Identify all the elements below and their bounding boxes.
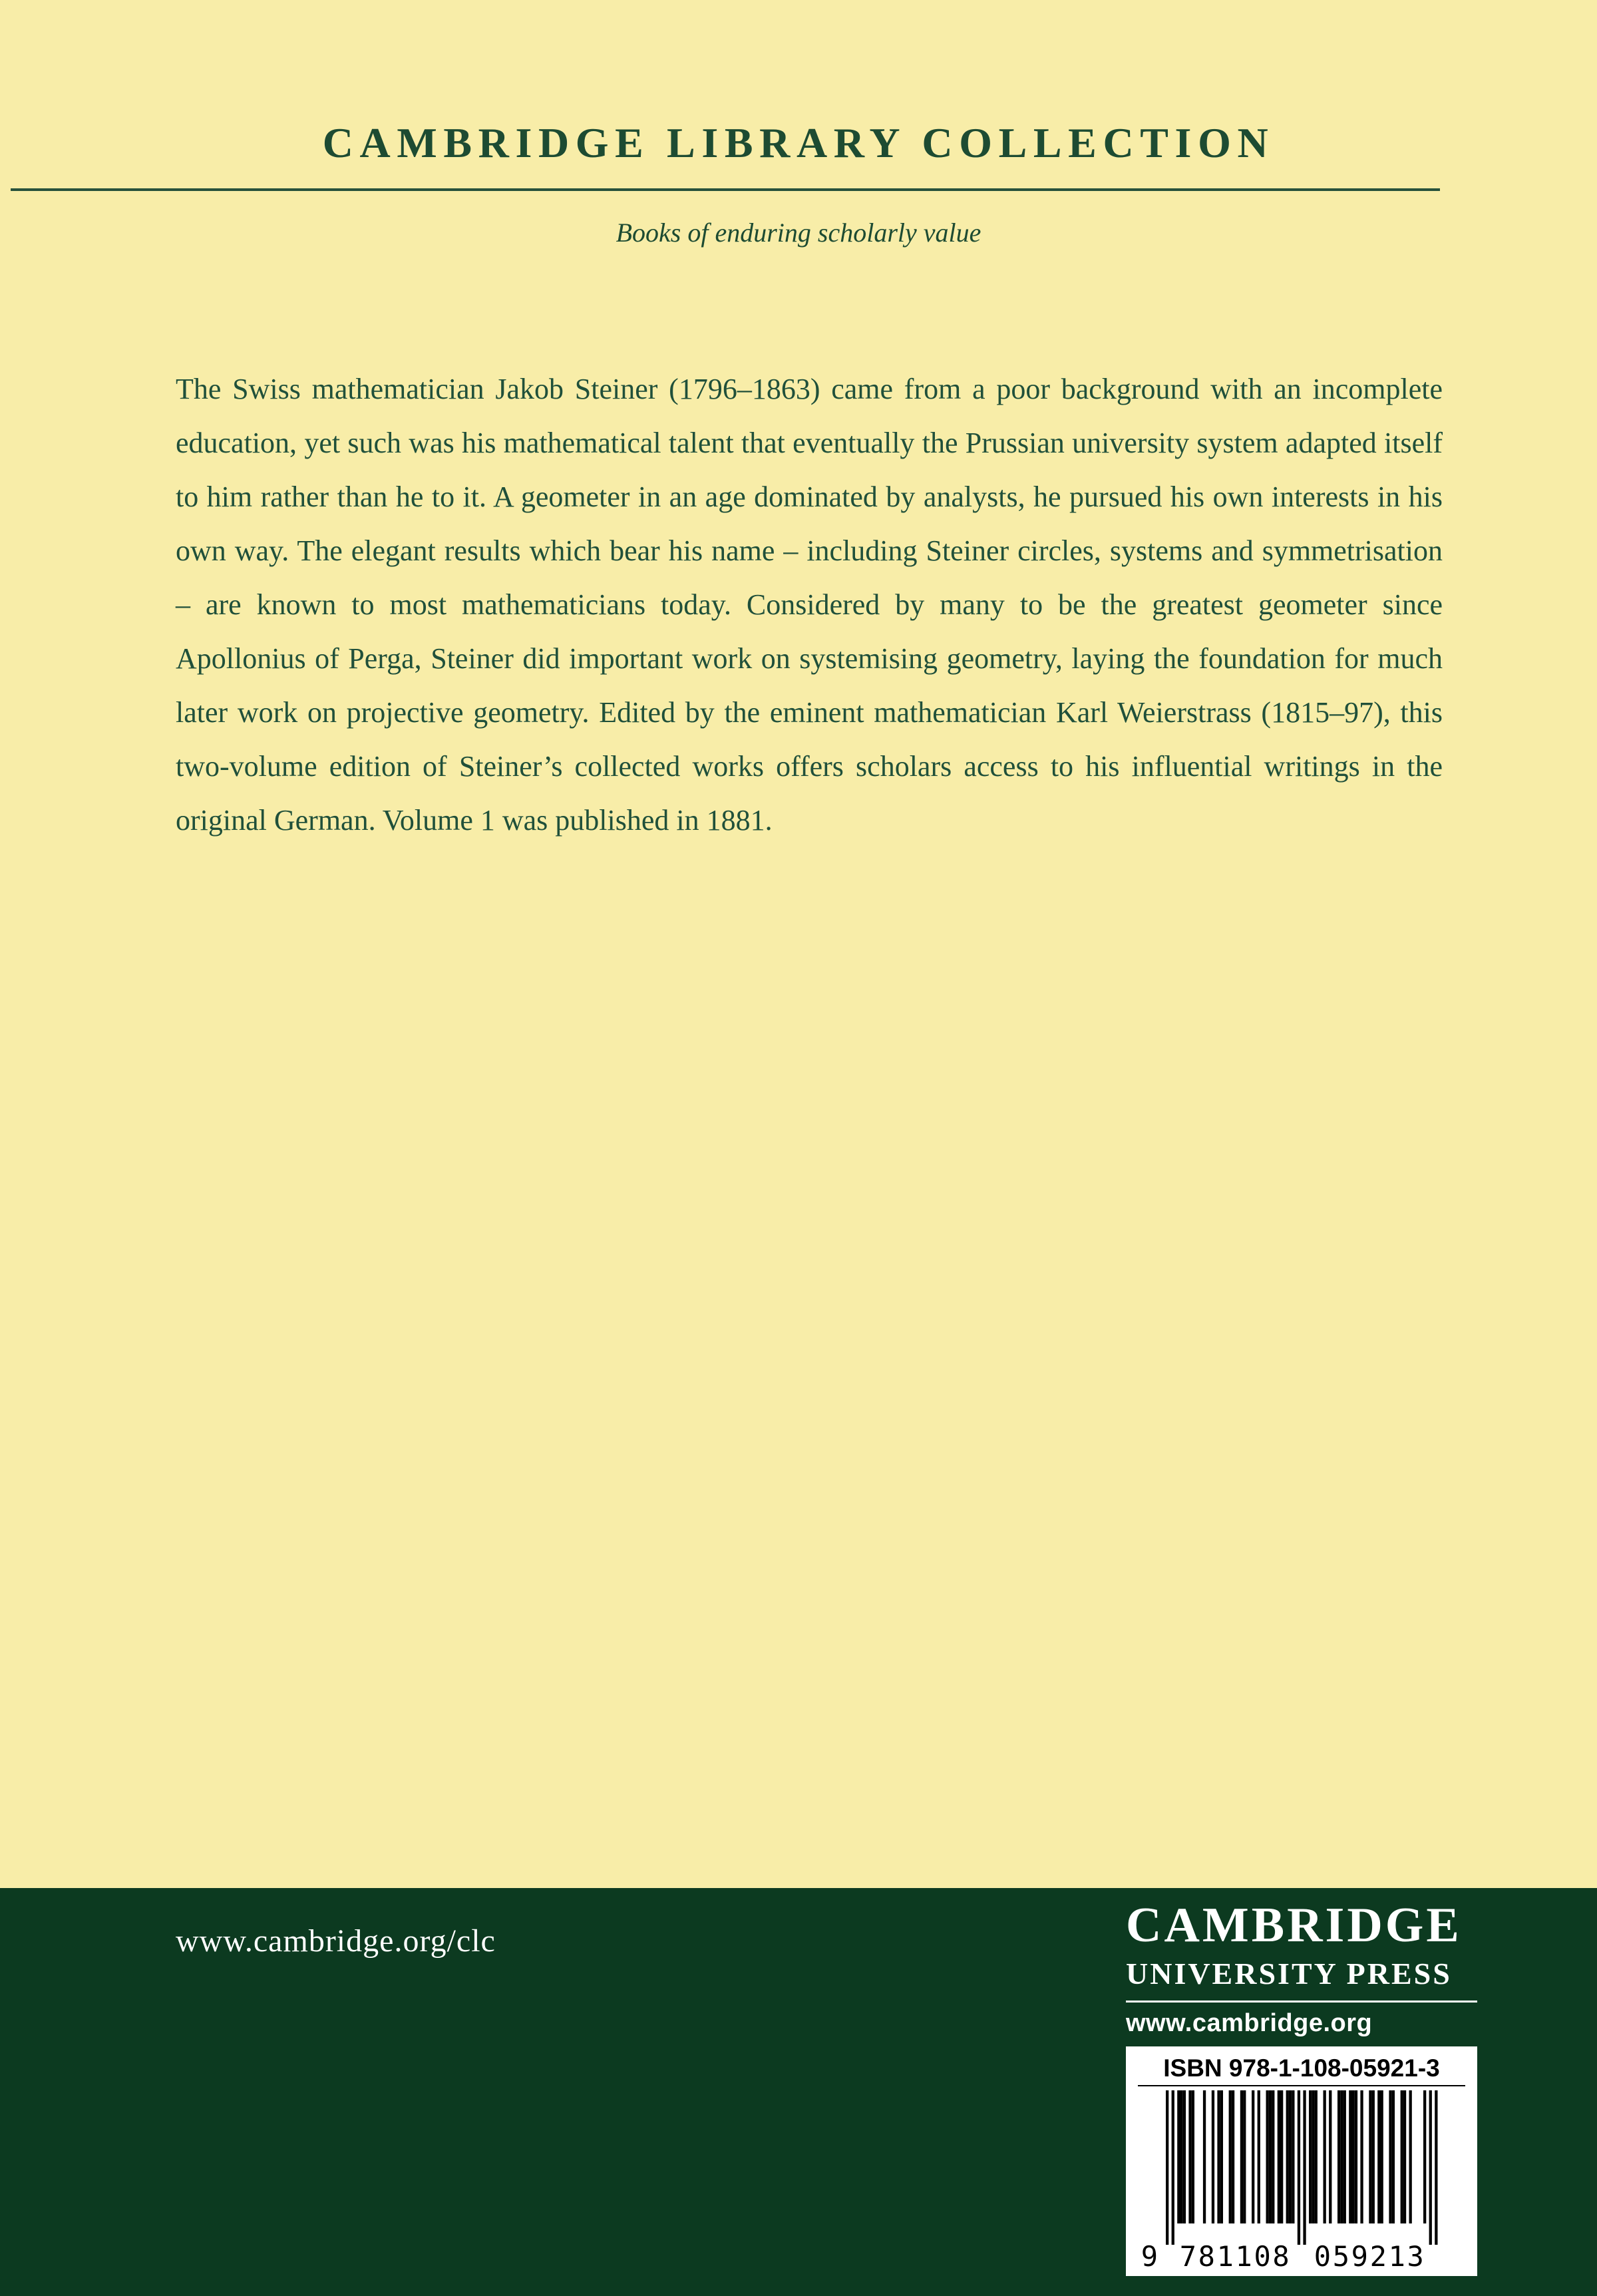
isbn-label: ISBN 978-1-108-05921-3 <box>1163 2054 1440 2082</box>
press-divider-rule <box>1126 2001 1477 2003</box>
barcode-box <box>1126 2046 1477 2276</box>
book-blurb: The Swiss mathematician Jakob Steiner (1796–1863) came from a poor background with an incomplete education, yet such was his mathematical talent that eventually the Prussian university system adapted itself to him rather than he to it. A geometer in an age dominated by analysts, he pursued his own interests in his own way. The elegant results which bear his name – including Steiner circles, systems and symmetrisation – are known to most mathematicians today. Considered by many to be the greatest geometer since Apollonius of Perga, Steiner did important work on systemising geometry, laying the foundation for much later work on projective geometry. Edited by the eminent mathematician Karl Weierstrass (1815–97), this two-volume edition of Steiner’s collected works offers scholars access to his influential writings in the original German. Volume 1 was published in 1881. <box>176 373 1443 837</box>
collection-tagline: Books of enduring scholarly value <box>616 218 981 248</box>
footer-band <box>0 1888 1597 2296</box>
press-url: www.cambridge.org <box>1126 2009 1373 2037</box>
collection-url: www.cambridge.org/clc <box>176 1923 496 1959</box>
svg-text:059213: 059213 <box>1314 2240 1424 2271</box>
svg-text:9: 9 <box>1141 2240 1158 2271</box>
press-name: CAMBRIDGE <box>1126 1898 1462 1953</box>
barcode <box>1138 2090 1465 2271</box>
isbn-divider-rule <box>1138 2085 1465 2086</box>
collection-title: CAMBRIDGE LIBRARY COLLECTION <box>322 119 1275 166</box>
svg-text:781108: 781108 <box>1179 2240 1290 2271</box>
press-logo-block <box>1126 1900 1477 2038</box>
title-divider-rule <box>11 188 1440 191</box>
ean13-barcode-icon <box>1139 2090 1465 2271</box>
press-subtitle: UNIVERSITY PRESS <box>1126 1956 1452 1991</box>
